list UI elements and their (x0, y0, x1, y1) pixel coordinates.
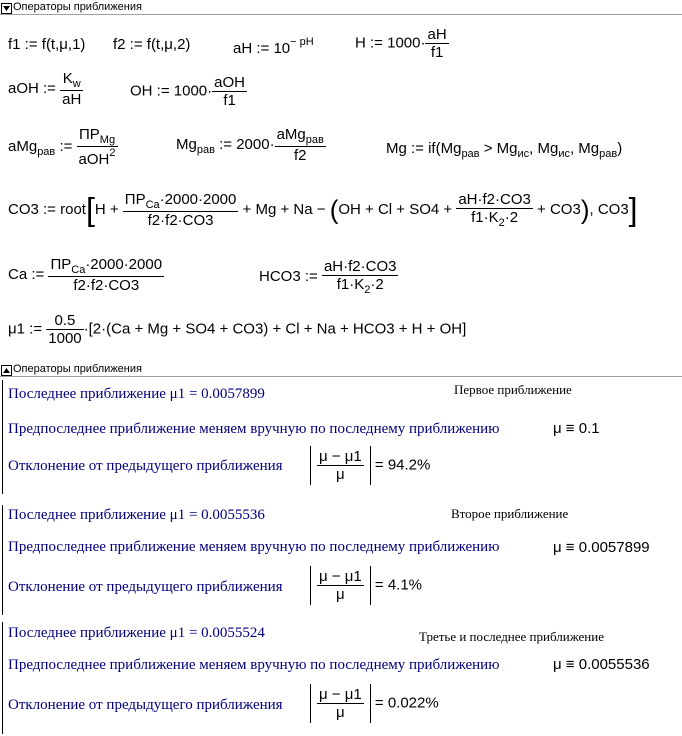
prev-approx-value-1[interactable]: μ ≡ 0.1 (553, 420, 600, 437)
approx-title-1: Первое приближение (454, 382, 572, 397)
formula-aMg-rav[interactable]: aMg$_{рав}$ := $\frac{ПР_{Mg}}{aOH^2}$ (8, 126, 116, 168)
region-label: Операторы приближения (13, 363, 142, 375)
formula-mu1[interactable]: μ1 := $\frac{0.5}{1000}$ ·[2·(Ca + Mg + SO4 + CO3) + Cl + Na + HCO3 + H + OH] (8, 312, 467, 347)
formula-Mg-if[interactable]: Mg := $if(Mg_{рав} > Mg_{ис}$, $Mg_{ис}$, $Mg_{рав}$) (386, 140, 623, 160)
last-approx-3: Последнее приближение μ1 = 0.0055524 (8, 625, 265, 641)
formula-f1[interactable]: f1 := f(t,μ,1) (8, 36, 86, 53)
formula-OH[interactable]: OH := 1000· $\frac{\text{aOH}}{f1}$ (130, 74, 245, 109)
last-approx-1: Последнее приближение μ1 = 0.0057899 (8, 386, 265, 402)
formula-f2[interactable]: f2 := f(t,μ,2) (113, 36, 191, 53)
prev-approx-value-3[interactable]: μ ≡ 0.0055536 (553, 656, 650, 673)
last-approx-2: Последнее приближение μ1 = 0.0055536 (8, 507, 265, 523)
formula-Ca[interactable]: Ca := $\frac{ПР_{Ca}\cdot 2000\cdot 2000}{f2\cdot f2\cdot CO3}$ (8, 256, 163, 294)
expand-toggle-icon[interactable] (1, 365, 12, 376)
collapse-toggle-icon[interactable] (1, 3, 12, 14)
prev-approx-label-3: Предпоследнее приближение меняем вручную по последнему приближению (8, 657, 500, 673)
formula-aH[interactable]: aH := $10^{- pH}$ (233, 36, 314, 57)
formula-Mg-rav[interactable]: $Mg_{рав}$ := 2000· $\frac{aMg_{рав}}{f2}$ (176, 126, 324, 164)
deviation-label-2: Отклонение от предыдущего приближения (8, 579, 283, 595)
prev-approx-label-2: Предпоследнее приближение меняем вручную по последнему приближению (8, 539, 500, 555)
region-header-bottom[interactable] (0, 362, 682, 378)
region-label: Операторы приближения (13, 1, 142, 13)
formula-H[interactable]: H := 1000· $\frac{aH}{f1}$ (355, 26, 447, 61)
deviation-expr-2: $\frac{\mu - \mu 1}{\mu}$ = 4.1% (310, 566, 422, 605)
approx-title-3: Третье и последнее приближение (419, 629, 604, 644)
prev-approx-value-2[interactable]: μ ≡ 0.0057899 (553, 539, 650, 556)
approx-title-2: Второе приближение (451, 506, 569, 521)
formula-CO3-root[interactable]: CO3 := root[H + $\frac{ПР_{Ca}\cdot 2000\cdot 2000}{f2\cdot f2\cdot CO3}$ + Mg + Na − (OH + Cl + SO4 + $\frac{aH\cdot f2\cdot CO3}{f1\cdot K_2\cdot 2}$ + CO3), CO3] (8, 191, 638, 229)
deviation-expr-1: $\frac{\mu - \mu 1}{\mu}$ = 94.2% (310, 446, 430, 485)
deviation-label-3: Отклонение от предыдущего приближения (8, 697, 283, 713)
prev-approx-label-1: Предпоследнее приближение меняем вручную по последнему приближению (8, 421, 500, 437)
deviation-expr-3: $\frac{\mu - \mu 1}{\mu}$ = 0.022% (310, 684, 439, 723)
region-header-top[interactable] (0, 0, 682, 16)
formula-HCO3[interactable]: HCO3 := $\frac{aH\cdot f2\cdot CO3}{f1\cdot K_2\cdot 2}$ (259, 258, 397, 296)
deviation-label-1: Отклонение от предыдущего приближения (8, 458, 283, 474)
formula-aOH[interactable]: aOH := $\frac{K_w}{aH}$ (8, 70, 82, 108)
